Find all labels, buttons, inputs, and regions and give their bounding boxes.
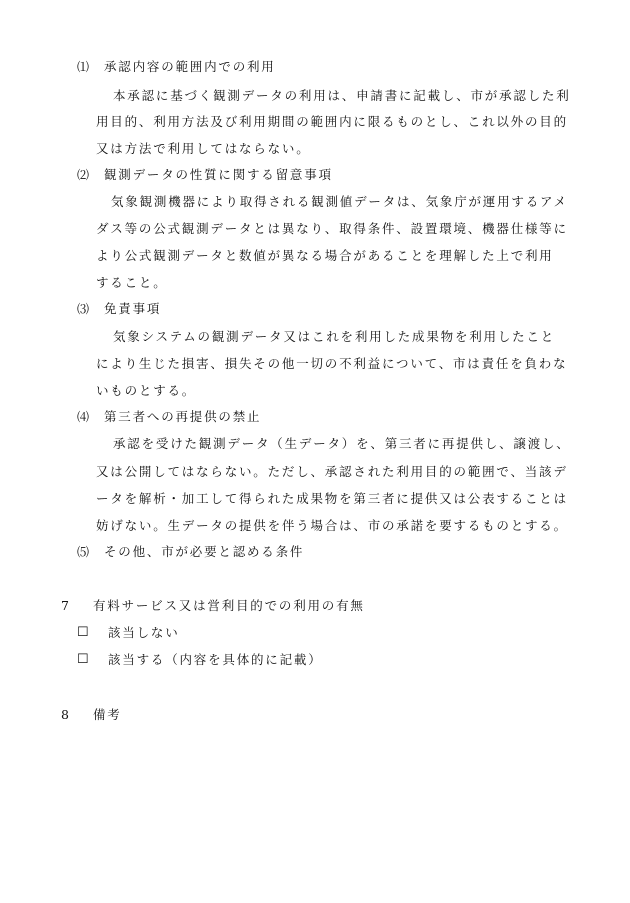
option-not-applicable-label: 該当しない bbox=[108, 625, 180, 640]
section-4-title: 第三者への再提供の禁止 bbox=[104, 409, 262, 424]
section-1-number: ⑴ bbox=[77, 60, 90, 74]
item-8-number: 8 bbox=[61, 707, 71, 722]
section-1-line-1: 本承認に基づく観測データの利用は、申請書に記載し、市が承認した利 bbox=[113, 88, 571, 103]
section-1-line-2: 用目的、利用方法及び利用期間の範囲内に限るものとし、これ以外の目的 bbox=[96, 114, 568, 129]
section-5-number: ⑸ bbox=[77, 545, 90, 559]
option-applicable-checkbox[interactable]: ☐ bbox=[77, 652, 89, 667]
section-3-line-3: いものとする。 bbox=[96, 383, 197, 398]
section-4-line-3: ータを解析・加工して得られた成果物を第三者に提供又は公表することは bbox=[96, 491, 568, 506]
item-7-title: 有料サービス又は営利目的での利用の有無 bbox=[93, 598, 365, 613]
section-3-line-2: により生じた損害、損失その他一切の不利益について、市は責任を負わな bbox=[96, 356, 568, 371]
item-8-title: 備考 bbox=[93, 707, 122, 722]
section-4-line-1: 承認を受けた観測データ（生データ）を、第三者に再提供し、譲渡し、 bbox=[113, 436, 571, 451]
section-2-line-1: 気象観測機器により取得される観測値データは、気象庁が運用するアメ bbox=[111, 194, 568, 209]
option-applicable-label: 該当する（内容を具体的に記載） bbox=[108, 652, 323, 667]
section-2-line-2: ダス等の公式観測データとは異なり、取得条件、設置環境、機器仕様等に bbox=[96, 221, 568, 236]
section-4-line-2: 又は公開してはならない。ただし、承認された利用目的の範囲で、当該デ bbox=[96, 464, 568, 479]
section-2-line-3: より公式観測データと数値が異なる場合があることを理解した上で利用 bbox=[96, 248, 554, 263]
section-1-title: 承認内容の範囲内での利用 bbox=[104, 59, 276, 74]
section-3-line-1: 気象システムの観測データ又はこれを利用した成果物を利用したこと bbox=[113, 329, 556, 344]
section-1-line-3: 又は方法で利用してはならない。 bbox=[96, 141, 311, 156]
section-2-title: 観測データの性質に関する留意事項 bbox=[104, 167, 333, 182]
section-2-number: ⑵ bbox=[77, 168, 90, 182]
section-3-title: 免責事項 bbox=[104, 301, 162, 316]
section-4-line-4: 妨げない。生データの提供を伴う場合は、市の承諾を要するものとする。 bbox=[96, 518, 568, 533]
section-4-number: ⑷ bbox=[77, 410, 90, 424]
section-3-number: ⑶ bbox=[77, 302, 90, 316]
option-not-applicable-checkbox[interactable]: ☐ bbox=[77, 625, 89, 640]
section-5-title: その他、市が必要と認める条件 bbox=[104, 544, 305, 559]
section-2-line-4: すること。 bbox=[96, 275, 168, 290]
item-7-number: 7 bbox=[61, 598, 71, 613]
